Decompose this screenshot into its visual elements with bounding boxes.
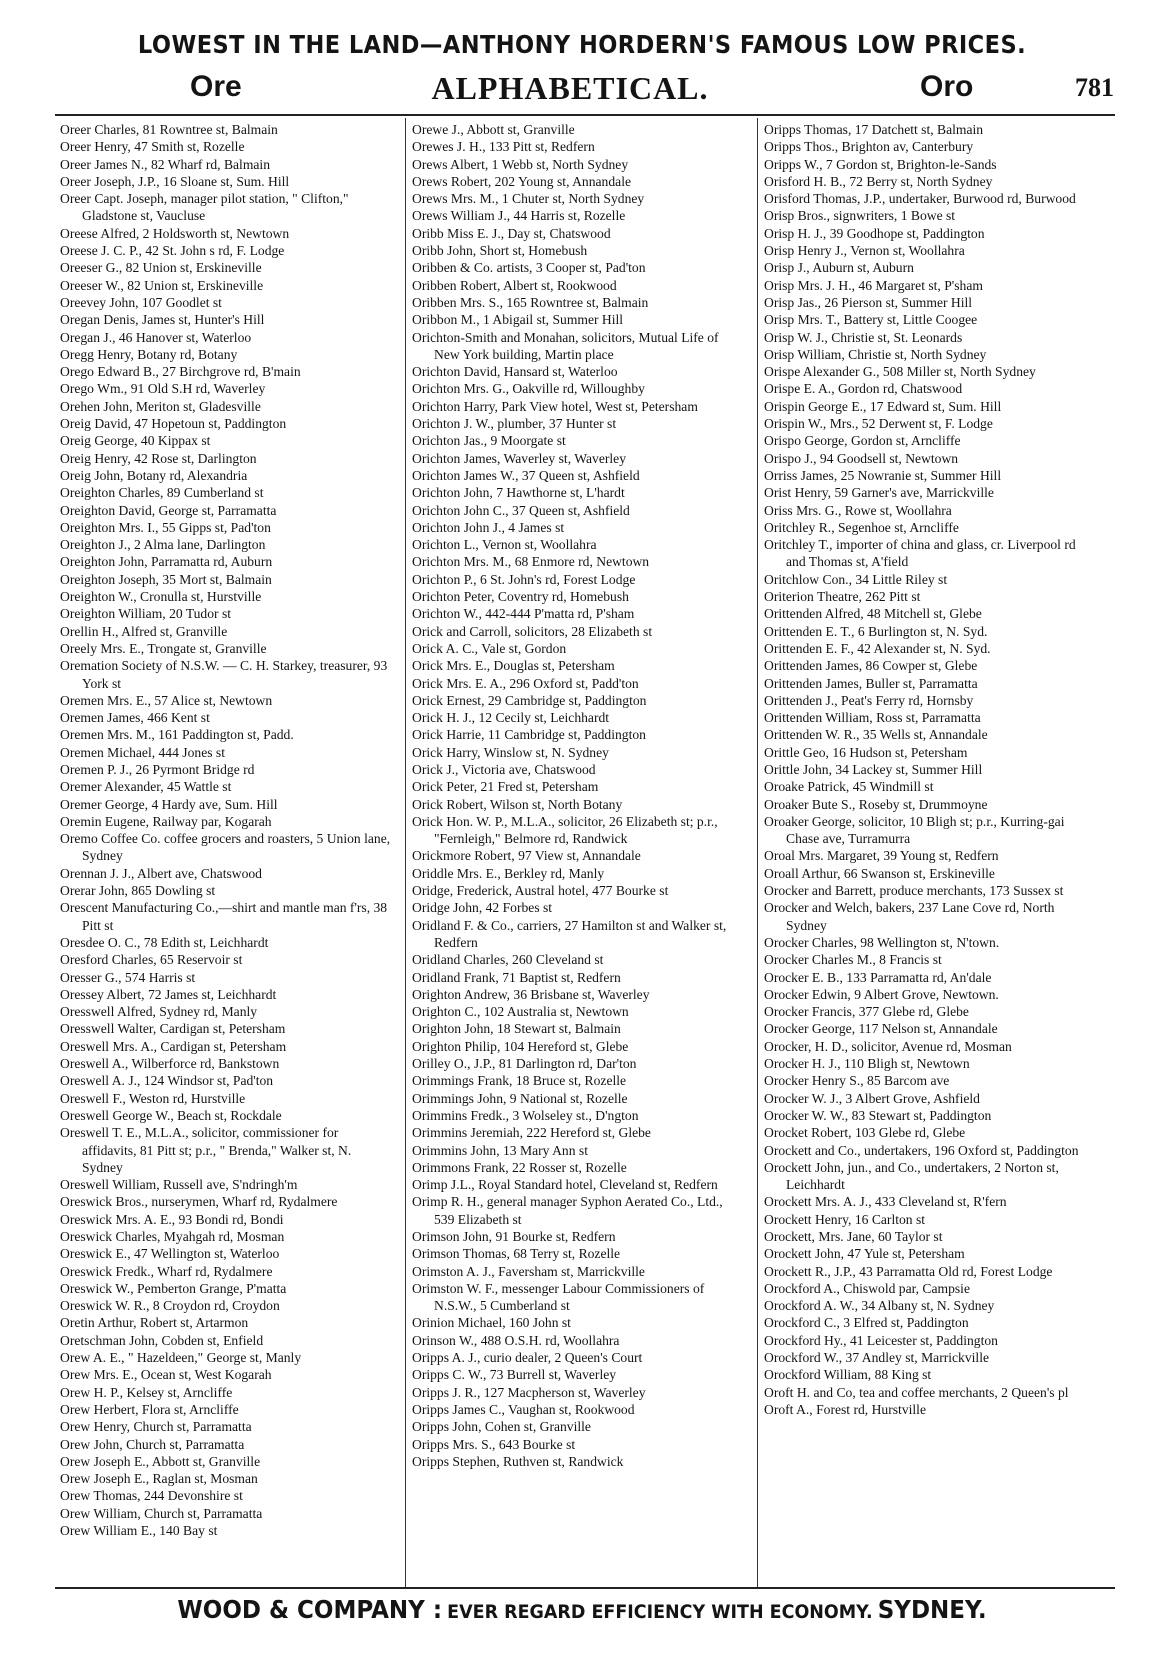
directory-entry: Orew Herbert, Flora st, Arncliffe	[60, 1401, 239, 1417]
directory-entry: Oremation Society of N.S.W. — C. H. Starkey, treasurer, 93 York st	[60, 658, 388, 691]
directory-entry: Orocker E. B., 133 Parramatta rd, An'dale	[764, 969, 992, 985]
directory-entry: Orick Hon. W. P., M.L.A., solicitor, 26 Elizabeth st; p.r., "Fernleigh," Belmore rd, Randwick	[412, 813, 718, 847]
directory-entry: Orichton John C., 37 Queen st, Ashfield	[412, 502, 630, 518]
directory-entry: Oreighton John, Parramatta rd, Auburn	[60, 554, 273, 570]
directory-entry: Orisp William, Christie st, North Sydney	[764, 346, 987, 362]
directory-entry: Oreeser G., 82 Union st, Erskineville	[60, 260, 262, 276]
directory-entry: Oreighton David, George st, Parramatta	[60, 502, 277, 518]
directory-entry: Oreig David, 47 Hopetoun st, Paddington	[60, 416, 287, 432]
directory-entry: Oregg Henry, Botany rd, Botany	[60, 346, 238, 362]
directory-entry: Orighton John, 18 Stewart st, Balmain	[412, 1021, 621, 1037]
directory-entry: Orew William E., 140 Bay st	[60, 1523, 218, 1539]
directory-entry: Oreswell A. J., 124 Windsor st, Pad'ton	[60, 1073, 274, 1089]
directory-entry: Orockett, Mrs. Jane, 60 Taylor st	[764, 1229, 943, 1244]
directory-entry: Oribben & Co. artists, 3 Cooper st, Pad'ton	[412, 260, 646, 276]
directory-entry: Orichton John J., 4 James st	[412, 519, 565, 535]
directory-entry: Orighton Andrew, 36 Brisbane st, Waverley	[412, 986, 650, 1002]
directory-entry: Orittenden Alfred, 48 Mitchell st, Glebe	[764, 606, 982, 622]
directory-entry: Orispin George E., 17 Edward st, Sum. Hill	[764, 398, 1002, 414]
directory-entry: Orittenden J., Peat's Ferry rd, Hornsby	[764, 692, 974, 708]
directory-entry: Oribben Robert, Albert st, Rookwood	[412, 277, 617, 293]
directory-entry: Oreese Alfred, 2 Holdsworth st, Newtown	[60, 225, 290, 241]
directory-entry: Oroft H. and Co, tea and coffee merchants, 2 Queen's pl	[764, 1384, 1069, 1400]
directory-entry: Oritchley T., importer of china and glass, cr. Liverpool rd and Thomas st, A'field	[764, 537, 1076, 570]
directory-entry: Orew Joseph E., Abbott st, Granville	[60, 1453, 261, 1469]
directory-entry: Orews Mrs. M., 1 Chuter st, North Sydney	[412, 191, 645, 207]
directory-entry: Oreswick Mrs. A. E., 93 Bondi rd, Bondi	[60, 1211, 284, 1227]
directory-entry: Oresdee O. C., 78 Edith st, Leichhardt	[60, 934, 269, 950]
directory-entry: Orick Robert, Wilson st, North Botany	[412, 796, 623, 812]
directory-entry: Oreese J. C. P., 42 St. John s rd, F. Lodge	[60, 243, 285, 259]
directory-entry: Oroake Patrick, 45 Windmill st	[764, 779, 934, 795]
directory-entry: Oreeser W., 82 Union st, Erskineville	[60, 277, 264, 293]
directory-entry: Oremer Alexander, 45 Wattle st	[60, 779, 232, 795]
directory-entry: Oreighton Joseph, 35 Mort st, Balmain	[60, 571, 272, 587]
directory-entry: Orispe E. A., Gordon rd, Chatswood	[764, 381, 963, 397]
directory-entry: Oriterion Theatre, 262 Pitt st	[764, 589, 921, 605]
directory-entry: Oripps A. J., curio dealer, 2 Queen's Court	[412, 1350, 643, 1366]
directory-entry: Orimson John, 91 Bourke st, Redfern	[412, 1229, 616, 1244]
directory-entry: Orockford Hy., 41 Leicester st, Paddington	[764, 1332, 998, 1348]
directory-entry: Oregan Denis, James st, Hunter's Hill	[60, 312, 265, 328]
directory-entry: Orocket Robert, 103 Glebe rd, Glebe	[764, 1125, 966, 1141]
directory-entry: Orimp R. H., general manager Syphon Aerated Co., Ltd., 539 Elizabeth st	[412, 1194, 723, 1227]
directory-entry: Orittenden W. R., 35 Wells st, Annandale	[764, 727, 988, 743]
directory-entry: Orisford Thomas, J.P., undertaker, Burwood rd, Burwood	[764, 191, 1076, 207]
directory-entry: Oripps James C., Vaughan st, Rookwood	[412, 1401, 635, 1417]
footer-tagline: EVER REGARD EFFICIENCY WITH ECONOMY.	[447, 1601, 873, 1623]
directory-entry: Orimp J.L., Royal Standard hotel, Cleveland st, Redfern	[412, 1177, 718, 1193]
directory-entry: Orockford C., 3 Elfred st, Paddington	[764, 1315, 969, 1331]
directory-entry: Orichton L., Vernon st, Woollahra	[412, 537, 597, 553]
directory-entry: Oremen Mrs. M., 161 Paddington st, Padd.	[60, 727, 294, 743]
directory-entry: Oreswick W., Pemberton Grange, P'matta	[60, 1280, 287, 1296]
directory-entry: Orick Mrs. E. A., 296 Oxford st, Padd'ton	[412, 675, 639, 691]
directory-entry: Oressey Albert, 72 James st, Leichhardt	[60, 986, 277, 1002]
directory-entry: Orockford A. W., 34 Albany st, N. Sydney	[764, 1298, 995, 1314]
directory-entry: Orittle Geo, 16 Hudson st, Petersham	[764, 744, 968, 760]
directory-entry: Orewes J. H., 133 Pitt st, Redfern	[412, 139, 595, 155]
directory-entry: Orichton Peter, Coventry rd, Homebush	[412, 589, 629, 605]
directory-entry: Orimston W. F., messenger Labour Commissioners of N.S.W., 5 Cumberland st	[412, 1280, 705, 1314]
directory-entry: Orick and Carroll, solicitors, 28 Elizabeth st	[412, 623, 653, 639]
directory-entry: Orichton Mrs. M., 68 Enmore rd, Newtown	[412, 554, 650, 570]
directory-entry: Orockett R., J.P., 43 Parramatta Old rd, Forest Lodge	[764, 1263, 1053, 1279]
directory-entry: Orichton Jas., 9 Moorgate st	[412, 433, 566, 449]
directory-entry: Oretin Arthur, Robert st, Artarmon	[60, 1315, 249, 1331]
directory-entry: Orisp Mrs. T., Battery st, Little Coogee	[764, 312, 978, 328]
directory-entry: Oripps Thomas, 17 Datchett st, Balmain	[764, 122, 984, 137]
directory-entry: Orick A. C., Vale st, Gordon	[412, 640, 567, 656]
directory-entry: Orimston A. J., Faversham st, Marrickville	[412, 1263, 645, 1279]
directory-entry: Orisp H. J., 39 Goodhope st, Paddington	[764, 225, 985, 241]
directory-entry: Orocker Francis, 377 Glebe rd, Glebe	[764, 1004, 969, 1020]
directory-entry: Oreswell A., Wilberforce rd, Bankstown	[60, 1056, 280, 1072]
directory-entry: Oribb John, Short st, Homebush	[412, 243, 588, 259]
directory-entry: Oribb Miss E. J., Day st, Chatswood	[412, 225, 611, 241]
directory-entry: Orick Peter, 21 Fred st, Petersham	[412, 779, 599, 795]
directory-entry: Orocker Charles, 98 Wellington st, N'town.	[764, 934, 1000, 950]
directory-entry: Oreighton Charles, 89 Cumberland st	[60, 485, 264, 501]
directory-entry: Oregan J., 46 Hanover st, Waterloo	[60, 329, 252, 345]
directory-entry: Oreevey John, 107 Goodlet st	[60, 294, 222, 310]
directory-entry: Orockett Henry, 16 Carlton st	[764, 1211, 926, 1227]
directory-entry: Oreighton Mrs. I., 55 Gipps st, Pad'ton	[60, 519, 271, 535]
directory-entry: Orimmings John, 9 National st, Rozelle	[412, 1090, 628, 1106]
directory-entry: Oreer Charles, 81 Rowntree st, Balmain	[60, 122, 278, 137]
directory-entry: Oridland Frank, 71 Baptist st, Redfern	[412, 969, 621, 985]
directory-entry: Orichton Mrs. G., Oakville rd, Willoughby	[412, 381, 645, 397]
header-last-word: Oro	[920, 70, 974, 103]
directory-entry: Orichton W., 442-444 P'matta rd, P'sham	[412, 606, 635, 622]
directory-entry: Orick Ernest, 29 Cambridge st, Paddington	[412, 692, 647, 708]
directory-entry: Oriss Mrs. G., Rowe st, Woollahra	[764, 502, 952, 518]
directory-entry: Orews Albert, 1 Webb st, North Sydney	[412, 156, 629, 172]
directory-entry: Orittenden E. T., 6 Burlington st, N. Syd.	[764, 623, 988, 639]
directory-entry: Oremin Eugene, Railway par, Kogarah	[60, 813, 272, 829]
directory-entry: Orew John, Church st, Parramatta	[60, 1436, 245, 1452]
directory-entry: Oreig Henry, 42 Rose st, Darlington	[60, 450, 257, 466]
directory-entry: Oritchlow Con., 34 Little Riley st	[764, 571, 948, 587]
directory-entry: Oreswell George W., Beach st, Rockdale	[60, 1107, 282, 1123]
directory-entry: Orego Wm., 91 Old S.H rd, Waverley	[60, 381, 266, 397]
directory-entry: Oriddle Mrs. E., Berkley rd, Manly	[412, 865, 605, 881]
directory-entry: Orennan J. J., Albert ave, Chatswood	[60, 865, 262, 881]
directory-entry: Orisp Jas., 26 Pierson st, Summer Hill	[764, 294, 973, 310]
directory-entry: Orew Mrs. E., Ocean st, West Kogarah	[60, 1367, 272, 1383]
directory-entry: Oreighton J., 2 Alma lane, Darlington	[60, 537, 266, 553]
directory-entry: Orisford H. B., 72 Berry st, North Sydney	[764, 173, 993, 189]
header-first-word: Ore	[190, 70, 242, 103]
directory-entry: Oroaker George, solicitor, 10 Bligh st; p.r., Kurring-gai Chase ave, Turramurra	[764, 813, 1065, 847]
directory-entry: Orichton Harry, Park View hotel, West st, Petersham	[412, 398, 698, 414]
directory-entry: Oreig George, 40 Kippax st	[60, 433, 211, 449]
header-section-title: ALPHABETICAL.	[431, 70, 709, 106]
directory-entry: Orimmings Frank, 18 Bruce st, Rozelle	[412, 1073, 627, 1089]
directory-entry: Oreswick Bros., nurserymen, Wharf rd, Rydalmere	[60, 1194, 338, 1210]
directory-entry: Oretschman John, Cobden st, Enfield	[60, 1332, 264, 1348]
directory-entry: Orimson Thomas, 68 Terry st, Rozelle	[412, 1246, 621, 1262]
directory-entry: Oripps Stephen, Ruthven st, Randwick	[412, 1453, 624, 1469]
top-rule	[55, 114, 1115, 116]
directory-entry: Orew Thomas, 244 Devonshire st	[60, 1488, 243, 1504]
directory-entry: Orilley O., J.P., 81 Darlington rd, Dar'ton	[412, 1056, 637, 1072]
directory-entry: Oremen James, 466 Kent st	[60, 710, 210, 726]
directory-entry: Oreighton William, 20 Tudor st	[60, 606, 232, 622]
directory-entry: Orist Henry, 59 Garner's ave, Marrickville	[764, 485, 994, 501]
directory-entry: Oreighton W., Cronulla st, Hurstville	[60, 589, 262, 605]
directory-entry: Oripps Mrs. S., 643 Bourke st	[412, 1436, 576, 1452]
directory-entry: Oreswick E., 47 Wellington st, Waterloo	[60, 1246, 280, 1262]
directory-column-2	[412, 121, 744, 1470]
directory-entry: Orocker W. J., 3 Albert Grove, Ashfield	[764, 1090, 980, 1106]
directory-entry: Orew Joseph E., Raglan st, Mosman	[60, 1471, 258, 1487]
directory-entry: Orews William J., 44 Harris st, Rozelle	[412, 208, 626, 224]
directory-entry: Oremer George, 4 Hardy ave, Sum. Hill	[60, 796, 278, 812]
directory-entry: Orittenden James, Buller st, Parramatta	[764, 675, 978, 691]
directory-entry: Oroall Arthur, 66 Swanson st, Erskineville	[764, 865, 995, 881]
directory-entry: Orimmins Fredk., 3 Wolseley st., D'ngton	[412, 1107, 639, 1123]
directory-entry: Orispo J., 94 Goodsell st, Newtown	[764, 450, 959, 466]
directory-entry: Oridland Charles, 260 Cleveland st	[412, 952, 604, 968]
directory-entry: Orispe Alexander G., 508 Miller st, North Sydney	[764, 364, 1036, 380]
directory-entry: Orocker H. J., 110 Bligh st, Newtown	[764, 1056, 970, 1072]
directory-entry: Oreer Joseph, J.P., 16 Sloane st, Sum. Hill	[60, 173, 290, 189]
directory-entry: Oroaker Bute S., Roseby st, Drummoyne	[764, 796, 988, 812]
directory-entry: Oremen Mrs. E., 57 Alice st, Newtown	[60, 692, 273, 708]
directory-column-3	[764, 121, 1096, 1418]
directory-entry: Orockett and Co., undertakers, 196 Oxford st, Paddington	[764, 1142, 1079, 1158]
directory-entry: Oreswell F., Weston rd, Hurstville	[60, 1090, 246, 1106]
directory-entry: Oreswick Fredk., Wharf rd, Rydalmere	[60, 1263, 273, 1279]
directory-entry: Orockford W., 37 Andley st, Marrickville	[764, 1350, 990, 1366]
directory-entry: Orichton James W., 37 Queen st, Ashfield	[412, 467, 640, 483]
directory-entry: Oribbon M., 1 Abigail st, Summer Hill	[412, 312, 624, 328]
directory-entry: Oridge, Frederick, Austral hotel, 477 Bourke st	[412, 883, 669, 899]
directory-entry: Orewe J., Abbott st, Granville	[412, 122, 575, 137]
directory-entry: Oresford Charles, 65 Reservoir st	[60, 952, 243, 968]
directory-entry: Orellin H., Alfred st, Granville	[60, 623, 228, 639]
directory-entry: Orichton James, Waverley st, Waverley	[412, 450, 626, 466]
directory-entry: Orockett Mrs. A. J., 433 Cleveland st, R'fern	[764, 1194, 1007, 1210]
column-divider-1	[405, 118, 406, 1587]
directory-entry: Oremo Coffee Co. coffee grocers and roasters, 5 Union lane, Sydney	[60, 831, 391, 864]
directory-entry: Orocker Henry S., 85 Barcom ave	[764, 1073, 950, 1089]
bottom-rule	[55, 1587, 1115, 1589]
directory-entry: Oreer Henry, 47 Smith st, Rozelle	[60, 139, 245, 155]
directory-entry: Orimmins Jeremiah, 222 Hereford st, Glebe	[412, 1125, 651, 1141]
directory-entry: Oremen Michael, 444 Jones st	[60, 744, 225, 760]
directory-entry: Orescent Manufacturing Co.,—shirt and mantle man f'rs, 38 Pitt st	[60, 900, 388, 933]
directory-entry: Orew A. E., " Hazeldeen," George st, Manly	[60, 1350, 302, 1366]
directory-entry: Orighton C., 102 Australia st, Newtown	[412, 1004, 629, 1020]
directory-entry: Orickmore Robert, 97 View st, Annandale	[412, 848, 641, 864]
page-number: 781	[1075, 73, 1114, 102]
directory-entry: Oreely Mrs. E., Trongate st, Granville	[60, 640, 267, 656]
directory-entry: Oresser G., 574 Harris st	[60, 969, 196, 985]
directory-entry: Oripps C. W., 73 Burrell st, Waverley	[412, 1367, 617, 1383]
directory-entry: Orittenden James, 86 Cowper st, Glebe	[764, 658, 978, 674]
footer-company: WOOD & COMPANY :	[177, 1595, 443, 1624]
directory-entry: Oridge John, 42 Forbes st	[412, 900, 553, 916]
directory-entry: Oreer James N., 82 Wharf rd, Balmain	[60, 156, 271, 172]
footer-city: SYDNEY.	[877, 1595, 987, 1624]
directory-entry: Orocker Edwin, 9 Albert Grove, Newtown.	[764, 986, 999, 1002]
directory-entry: Orick Harrie, 11 Cambridge st, Paddington	[412, 727, 646, 743]
directory-entry: Orego Edward B., 27 Birchgrove rd, B'main	[60, 364, 301, 380]
bottom-advertisement-footer	[47, 1595, 1118, 1624]
directory-entry: Orew William, Church st, Parramatta	[60, 1505, 263, 1521]
directory-entry: Orick Mrs. E., Douglas st, Petersham	[412, 658, 615, 674]
directory-entry: Oroft A., Forest rd, Hurstville	[764, 1401, 926, 1417]
directory-entry: Oresswell Alfred, Sydney rd, Manly	[60, 1004, 258, 1020]
directory-entry: Orocker Charles M., 8 Francis st	[764, 952, 942, 968]
directory-entry: Orisp Bros., signwriters, 1 Bowe st	[764, 208, 956, 224]
directory-entry: Oreswick W. R., 8 Croydon rd, Croydon	[60, 1298, 280, 1314]
directory-entry: Orittle John, 34 Lackey st, Summer Hill	[764, 761, 983, 777]
directory-entry: Orinion Michael, 160 John st	[412, 1315, 571, 1331]
directory-entry: Orichton J. W., plumber, 37 Hunter st	[412, 416, 617, 432]
directory-entry: Orittenden William, Ross st, Parramatta	[764, 710, 981, 726]
directory-entry: Orisp Henry J., Vernon st, Woollahra	[764, 243, 965, 259]
directory-entry: Oripps W., 7 Gordon st, Brighton-le-Sands	[764, 156, 997, 172]
directory-entry: Oreswell William, Russell ave, S'ndringh'm	[60, 1177, 298, 1193]
directory-entry: Oroal Mrs. Margaret, 39 Young st, Redfern	[764, 848, 999, 864]
directory-entry: Orehen John, Meriton st, Gladesville	[60, 398, 261, 414]
top-advertisement-banner: LOWEST IN THE LAND—ANTHONY HORDERN'S FAMOUS LOW PRICES.	[137, 30, 1027, 59]
directory-entry: Orichton P., 6 St. John's rd, Forest Lodge	[412, 571, 636, 587]
directory-entry: Orockford A., Chiswold par, Campsie	[764, 1280, 970, 1296]
directory-entry: Orick H. J., 12 Cecily st, Leichhardt	[412, 710, 610, 726]
directory-entry: Orisp Mrs. J. H., 46 Margaret st, P'sham	[764, 277, 983, 293]
directory-entry: Oresswell Walter, Cardigan st, Petersham	[60, 1021, 286, 1037]
directory-entry: Orew H. P., Kelsey st, Arncliffe	[60, 1384, 233, 1400]
directory-entry: Orichton-Smith and Monahan, solicitors, Mutual Life of New York building, Martin place	[412, 329, 719, 362]
directory-entry: Orisp J., Auburn st, Auburn	[764, 260, 914, 276]
directory-entry: Orockett John, jun., and Co., undertakers, 2 Norton st, Leichhardt	[764, 1159, 1059, 1193]
directory-entry: Orocker and Welch, bakers, 237 Lane Cove rd, North Sydney	[764, 900, 1055, 933]
directory-entry: Oremen P. J., 26 Pyrmont Bridge rd	[60, 761, 255, 777]
directory-entry: Orerar John, 865 Dowling st	[60, 883, 216, 899]
directory-entry: Orighton Philip, 104 Hereford st, Glebe	[412, 1038, 629, 1054]
directory-entry: Oridland F. & Co., carriers, 27 Hamilton st and Walker st, Redfern	[412, 917, 727, 950]
directory-entry: Orocker, H. D., solicitor, Avenue rd, Mosman	[764, 1038, 1012, 1054]
directory-entry: Orispo George, Gordon st, Arncliffe	[764, 433, 961, 449]
directory-entry: Orichton David, Hansard st, Waterloo	[412, 364, 618, 380]
directory-entry: Orick Harry, Winslow st, N. Sydney	[412, 744, 609, 760]
directory-entry: Orisp W. J., Christie st, St. Leonards	[764, 329, 963, 345]
directory-entry: Orimmons Frank, 22 Rosser st, Rozelle	[412, 1159, 627, 1175]
directory-entry: Orockford William, 88 King st	[764, 1367, 932, 1383]
directory-entry: Oreig John, Botany rd, Alexandria	[60, 467, 248, 483]
directory-entry: Orocker and Barrett, produce merchants, 173 Sussex st	[764, 883, 1064, 899]
directory-entry: Orew Henry, Church st, Parramatta	[60, 1419, 252, 1435]
directory-entry: Orocker George, 117 Nelson st, Annandale	[764, 1021, 998, 1037]
directory-entry: Oribben Mrs. S., 165 Rowntree st, Balmain	[412, 294, 649, 310]
directory-entry: Orick J., Victoria ave, Chatswood	[412, 761, 596, 777]
directory-entry: Oreer Capt. Joseph, manager pilot station, " Clifton," Gladstone st, Vaucluse	[60, 191, 349, 224]
directory-entry: Oritchley R., Segenhoe st, Arncliffe	[764, 519, 959, 535]
directory-column-1	[60, 121, 392, 1539]
directory-entry: Orittenden E. F., 42 Alexander st, N. Syd.	[764, 640, 991, 656]
directory-entry: Orriss James, 25 Nowranie st, Summer Hill	[764, 467, 1002, 483]
directory-entry: Orocker W. W., 83 Stewart st, Paddington	[764, 1107, 992, 1123]
directory-entry: Orews Robert, 202 Young st, Annandale	[412, 173, 631, 189]
directory-entry: Orimmins John, 13 Mary Ann st	[412, 1142, 588, 1158]
directory-entry: Oripps Thos., Brighton av, Canterbury	[764, 139, 974, 155]
directory-entry: Oreswell Mrs. A., Cardigan st, Petersham	[60, 1038, 287, 1054]
directory-entry: Orichton John, 7 Hawthorne st, L'hardt	[412, 485, 625, 501]
directory-entry: Oripps John, Cohen st, Granville	[412, 1419, 591, 1435]
directory-entry: Orispin W., Mrs., 52 Derwent st, F. Lodge	[764, 416, 993, 432]
directory-entry: Oripps J. R., 127 Macpherson st, Waverley	[412, 1384, 646, 1400]
column-divider-2	[757, 118, 758, 1587]
directory-entry: Oreswell T. E., M.L.A., solicitor, commissioner for affidavits, 81 Pitt st; p.r., " Brenda," Walker st, N. Sydney	[60, 1125, 352, 1175]
directory-entry: Orinson W., 488 O.S.H. rd, Woollahra	[412, 1332, 620, 1348]
directory-entry: Orockett John, 47 Yule st, Petersham	[764, 1246, 965, 1262]
directory-entry: Oreswick Charles, Myahgah rd, Mosman	[60, 1229, 285, 1244]
